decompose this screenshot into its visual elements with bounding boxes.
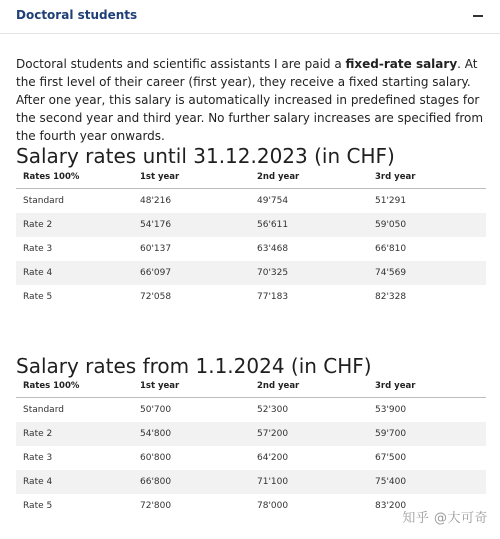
rate-label: Standard [23, 196, 64, 206]
cell-value: 57'200 [250, 422, 368, 446]
rate-label: Rate 4 [16, 261, 133, 285]
table-row [16, 261, 486, 285]
rate-label: Rate 5 [23, 292, 53, 302]
cell-value: 66'097 [133, 261, 250, 285]
salary-table-2024 [16, 374, 486, 518]
section-title-2023: Salary rates until 31.12.2023 (in CHF) [16, 143, 395, 168]
accordion-header[interactable] [0, 0, 500, 34]
intro-paragraph [16, 55, 486, 145]
collapse-minus-icon[interactable] [473, 15, 483, 17]
rate-label: Rate 5 [23, 501, 53, 511]
header-2nd-year: 2nd year [250, 374, 368, 398]
cell-value: 54'800 [133, 422, 250, 446]
cell-value: 64'200 [257, 453, 289, 463]
table-header-row [16, 165, 486, 189]
table-row [16, 398, 486, 423]
cell-value: 71'100 [250, 470, 368, 494]
cell-value: 77'183 [257, 292, 289, 302]
header-3rd-year: 3rd year [368, 374, 486, 398]
cell-value: 54'176 [133, 213, 250, 237]
cell-value: 60'800 [140, 453, 172, 463]
cell-value: 82'328 [375, 292, 407, 302]
rate-label: Rate 4 [16, 470, 133, 494]
cell-value: 52'300 [257, 405, 289, 415]
table-row [16, 446, 486, 470]
cell-value: 63'468 [257, 244, 289, 254]
rate-label: Rate 3 [23, 453, 53, 463]
cell-value: 78'000 [257, 501, 289, 511]
table-row [16, 470, 486, 494]
rate-label: Standard [23, 405, 64, 415]
cell-value: 60'137 [140, 244, 172, 254]
section-title-2024: Salary rates from 1.1.2024 (in CHF) [16, 353, 372, 378]
cell-value: 72'800 [140, 501, 172, 511]
cell-value: 74'569 [368, 261, 486, 285]
cell-value: 50'700 [140, 405, 172, 415]
rate-label: Rate 2 [16, 213, 133, 237]
header-3rd-year: 3rd year [368, 165, 486, 189]
cell-value: 75'400 [368, 470, 486, 494]
accordion-title[interactable]: Doctoral students [16, 8, 138, 22]
cell-value: 53'900 [375, 405, 407, 415]
cell-value: 51'291 [375, 196, 407, 206]
intro-bold-text: fixed-rate salary [345, 57, 458, 71]
header-rates: Rates 100% [16, 165, 133, 189]
cell-value: 70'325 [250, 261, 368, 285]
rate-label: Rate 2 [16, 422, 133, 446]
watermark: 知乎 @大可奇 [402, 511, 488, 526]
cell-value: 59'050 [368, 213, 486, 237]
cell-value: 59'700 [368, 422, 486, 446]
salary-table-2023 [16, 165, 486, 309]
table-row [16, 422, 486, 446]
cell-value: 72'058 [140, 292, 172, 302]
cell-value: 66'810 [375, 244, 407, 254]
table-row [16, 213, 486, 237]
cell-value: 66'800 [133, 470, 250, 494]
table-row [16, 237, 486, 261]
cell-value: 48'216 [140, 196, 172, 206]
table-row [16, 189, 486, 214]
cell-value: 67'500 [375, 453, 407, 463]
rate-label: Rate 3 [23, 244, 53, 254]
header-rates: Rates 100% [16, 374, 133, 398]
header-2nd-year: 2nd year [250, 165, 368, 189]
cell-value: 56'611 [250, 213, 368, 237]
header-1st-year: 1st year [133, 165, 250, 189]
intro-text-2: . At the first level of their career (first year), they receive a fixed starting salary. After one year, this salary is automatically increased in predefined stages for the second year and third year. No further salary increases are specified from the fourth year onwards. [16, 57, 484, 143]
cell-value: 49'754 [257, 196, 289, 206]
intro-text-1: Doctoral students and scientific assistants I are paid a [16, 57, 346, 71]
table-header-row [16, 374, 486, 398]
table-row [16, 285, 486, 309]
cell-value: 83'200 [375, 501, 407, 511]
header-1st-year: 1st year [133, 374, 250, 398]
